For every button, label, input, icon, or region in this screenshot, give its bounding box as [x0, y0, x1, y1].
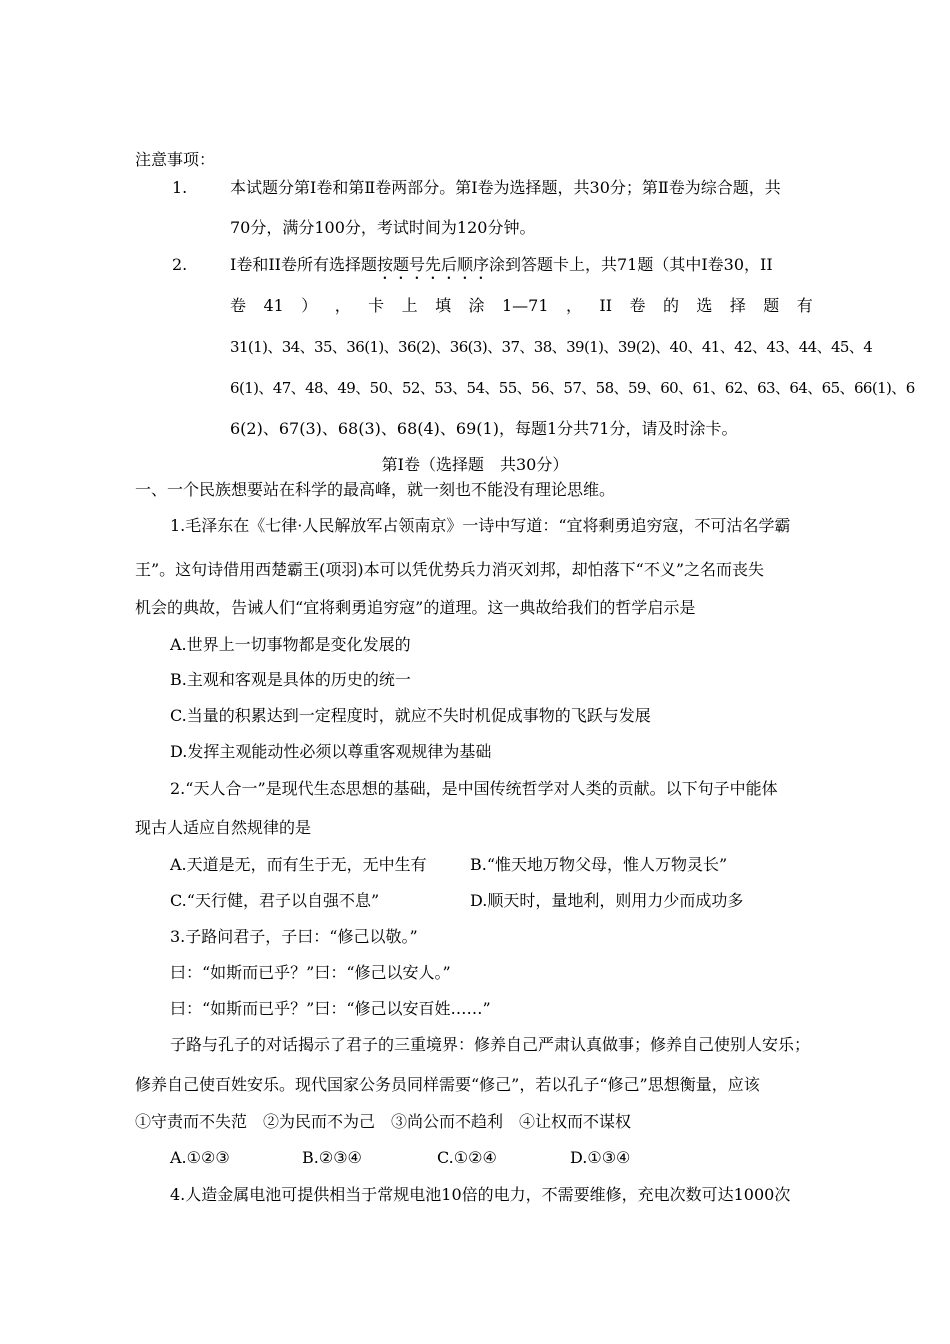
justified-token: 填 — [435, 296, 452, 315]
justified-token: II — [599, 296, 613, 315]
q2-stem-line-1: 2.“天人合一”是现代生态思想的基础，是中国传统哲学对人类的贡献。以下句子中能体 — [170, 779, 778, 798]
notice-item-2-line-1-end: 涂到答题卡上，共71题（其中Ⅰ卷30，II — [488, 255, 773, 274]
justified-token: 卷 — [629, 296, 646, 315]
notice-item-1-number: 1. — [172, 178, 188, 197]
q3-option-b: B.②③④ — [302, 1148, 362, 1167]
section-title: 第Ⅰ卷（选择题 共30分） — [381, 455, 569, 474]
q1-stem-line-2: 王”。这句诗借用西楚霸王(项羽)本可以凭优势兵力消灭刘邦，却怕落下“不义”之名而丧失 — [135, 560, 765, 579]
notice-item-2-line-4: 6(1)、47、48、49、50、52、53、54、55、56、57、58、59、60、61、62、63、64、65、66(1)、6 — [230, 379, 915, 397]
q2-option-c: C.“天行健，君子以自强不息” — [170, 891, 380, 910]
q2-stem-line-2: 现古人适应自然规律的是 — [135, 818, 312, 837]
notice-item-2-line-1 — [230, 255, 773, 283]
notice-heading: 注意事项： — [135, 150, 216, 169]
q3-line-2: 曰：“如斯而已乎？”曰：“修己以安人。” — [170, 963, 451, 982]
q3-option-a: A.①②③ — [170, 1148, 230, 1167]
justified-token: 1—71 — [501, 296, 549, 315]
notice-item-2-line-5: 6(2)、67(3)、68(3)、68(4)、69(1)，每题1分共71分，请及时涂卡。 — [230, 419, 738, 438]
q1-stem-line-1: 1.毛泽东在《七律·人民解放军占领南京》一诗中写道：“宜将剩勇追穷寇，不可沽名学霸 — [170, 516, 791, 535]
q3-statements: ①守责而不失范 ②为民而不为己 ③尚公而不趋利 ④让权而不谋权 — [135, 1112, 632, 1131]
justified-token: 上 — [401, 296, 418, 315]
notice-item-2-line-2 — [230, 296, 813, 316]
justified-token: ， — [565, 296, 582, 315]
q1-option-c: C.当量的积累达到一定程度时，就应不失时机促成事物的飞跃与发展 — [170, 706, 651, 725]
q3-line-4: 子路与孔子的对话揭示了君子的三重境界：修养自己严肃认真做事；修养自己使别人安乐； — [170, 1035, 811, 1054]
q4-line-1: 4.人造金属电池可提供相当于常规电池10倍的电力，不需要维修，充电次数可达1000次 — [170, 1185, 791, 1204]
q3-line-3: 曰：“如斯而已乎？”曰：“修己以安百姓……” — [170, 999, 491, 1018]
justified-token: ， — [334, 296, 351, 315]
notice-item-1-line-1: 本试题分第Ⅰ卷和第Ⅱ卷两部分。第Ⅰ卷为选择题，共30分；第Ⅱ卷为综合题，共 — [230, 178, 781, 197]
justified-token: 的 — [662, 296, 679, 315]
q3-option-c: C.①②④ — [437, 1148, 497, 1167]
q1-stem-line-3: 机会的典故，告诫人们“宜将剩勇追穷寇”的道理。这一典故给我们的哲学启示是 — [135, 598, 696, 617]
q1-option-b: B.主观和客观是具体的历史的统一 — [170, 670, 411, 689]
justified-token: 有 — [796, 296, 813, 315]
q2-option-b: B.“惟天地万物父母，惟人万物灵长” — [470, 855, 728, 874]
justified-token: 41 — [263, 296, 284, 315]
q3-line-1: 3.子路问君子，子曰：“修己以敬。” — [170, 927, 418, 946]
justified-token: 涂 — [468, 296, 485, 315]
justified-token: ） — [301, 296, 318, 315]
notice-item-2-line-1-start: I卷和II卷所有选择题 — [230, 255, 377, 274]
q2-option-d: D.顺天时，量地利，则用力少而成功多 — [470, 891, 744, 910]
justified-token: 卡 — [368, 296, 385, 315]
notice-item-1-line-2: 70分，满分100分，考试时间为120分钟。 — [230, 218, 536, 237]
notice-item-2-line-3: 31(1)、34、35、36(1)、36(2)、36(3)、37、38、39(1)、39(2)、40、41、42、43、44、45、4 — [230, 338, 873, 356]
justified-token: 题 — [763, 296, 780, 315]
q1-option-d: D.发挥主观能动性必须以尊重客观规律为基础 — [170, 742, 492, 761]
q2-option-a: A.天道是无，而有生于无，无中生有 — [170, 855, 427, 874]
q1-option-a: A.世界上一切事物都是变化发展的 — [170, 635, 411, 654]
justified-token: 择 — [729, 296, 746, 315]
q3-line-5: 修养自己使百姓安乐。现代国家公务员同样需要“修己”，若以孔子“修己”思想衡量，应该 — [135, 1075, 760, 1094]
justified-token: 卷 — [230, 296, 247, 315]
part-1-heading: 一、一个民族想要站在科学的最高峰，就一刻也不能没有理论思维。 — [135, 480, 616, 499]
notice-item-2-number: 2. — [172, 255, 188, 274]
notice-item-2-emphasis: 按题号先后顺序 — [376, 255, 489, 274]
q3-option-d: D.①③④ — [570, 1148, 631, 1167]
justified-token: 选 — [696, 296, 713, 315]
